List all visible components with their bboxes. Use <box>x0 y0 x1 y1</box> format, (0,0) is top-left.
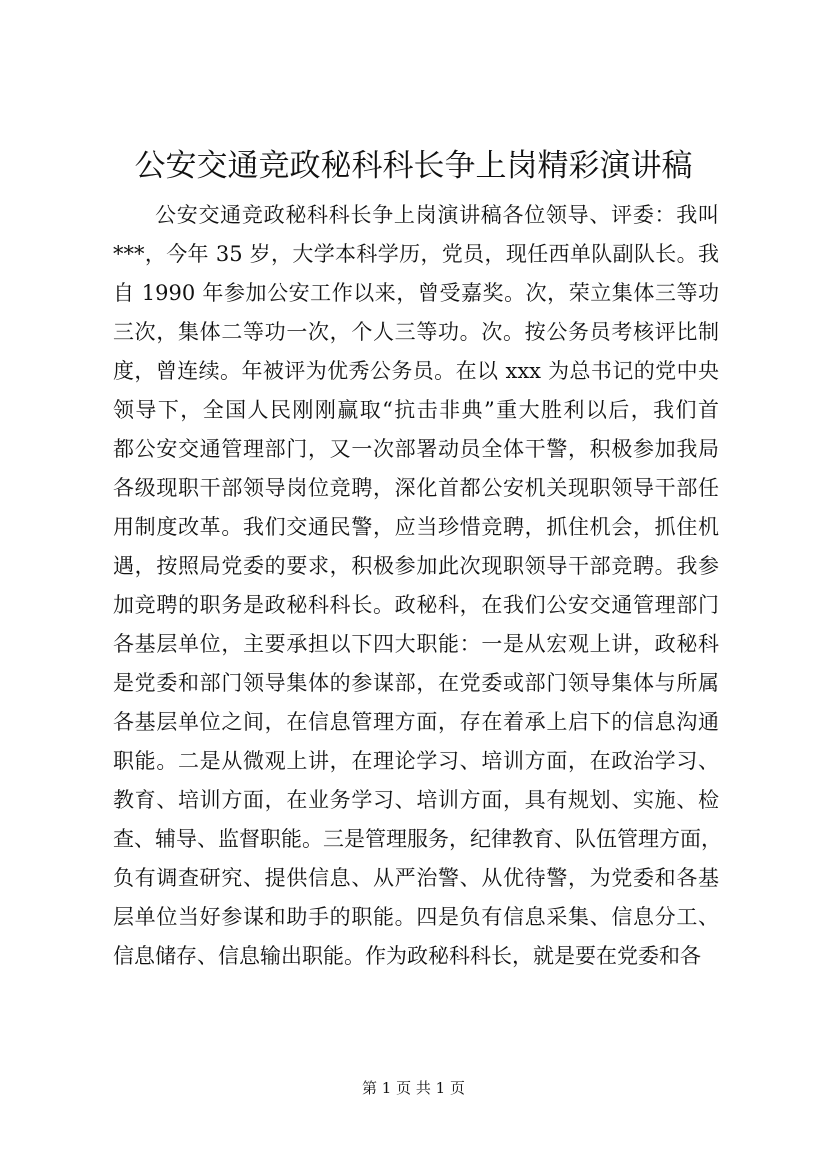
body-line: 职能。二是从微观上讲，在理论学习、培训方面，在政治学习、 <box>113 749 719 773</box>
document-title: 公安交通竞政秘科科长争上岗精彩演讲稿 <box>134 148 693 184</box>
body-line: 负有调查研究、提供信息、从严治警、从优待警，为党委和各基 <box>113 866 719 890</box>
body-line: 公安交通竞政秘科科长争上岗演讲稿各位领导、评委：我叫 <box>155 203 719 227</box>
document-body <box>113 196 722 976</box>
body-line: 自 1990 年参加公安工作以来，曾受嘉奖。次，荣立集体三等功 <box>113 281 719 305</box>
body-line: 教育、培训方面，在业务学习、培训方面，具有规划、实施、检 <box>113 788 719 812</box>
body-line: 查、辅导、监督职能。三是管理服务，纪律教育、队伍管理方面， <box>113 827 722 851</box>
body-line: 加竞聘的职务是政秘科科长。政秘科，在我们公安交通管理部门 <box>113 593 719 617</box>
body-line: 层单位当好参谋和助手的职能。四是负有信息采集、信息分工、 <box>113 905 719 929</box>
body-line: 各基层单位之间，在信息管理方面，存在着承上启下的信息沟通 <box>113 710 719 734</box>
body-line: 用制度改革。我们交通民警，应当珍惜竞聘，抓住机会，抓住机 <box>113 515 719 539</box>
body-line: 遇，按照局党委的要求，积极参加此次现职领导干部竞聘。我参 <box>113 554 719 578</box>
body-line: 领导下，全国人民刚刚赢取“抗击非典”重大胜利以后，我们首 <box>113 398 719 422</box>
body-line: 度，曾连续。年被评为优秀公务员。在以 xxx 为总书记的党中央 <box>113 359 719 383</box>
body-line: 各级现职干部领导岗位竞聘，深化首都公安机关现职领导干部任 <box>113 476 719 500</box>
body-line: 是党委和部门领导集体的参谋部，在党委或部门领导集体与所属 <box>113 671 719 695</box>
body-line: 各基层单位，主要承担以下四大职能：一是从宏观上讲，政秘科 <box>113 632 719 656</box>
body-line: 信息储存、信息输出职能。作为政秘科科长，就是要在党委和各 <box>113 944 701 968</box>
body-line: 三次，集体二等功一次，个人三等功。次。按公务员考核评比制 <box>113 320 719 344</box>
page-footer: 第 1 页 共 1 页 <box>362 1079 465 1097</box>
body-line: 都公安交通管理部门，又一次部署动员全体干警，积极参加我局 <box>113 437 719 461</box>
body-line: ***，今年 35 岁，大学本科学历，党员，现任西单队副队长。我 <box>113 242 719 266</box>
